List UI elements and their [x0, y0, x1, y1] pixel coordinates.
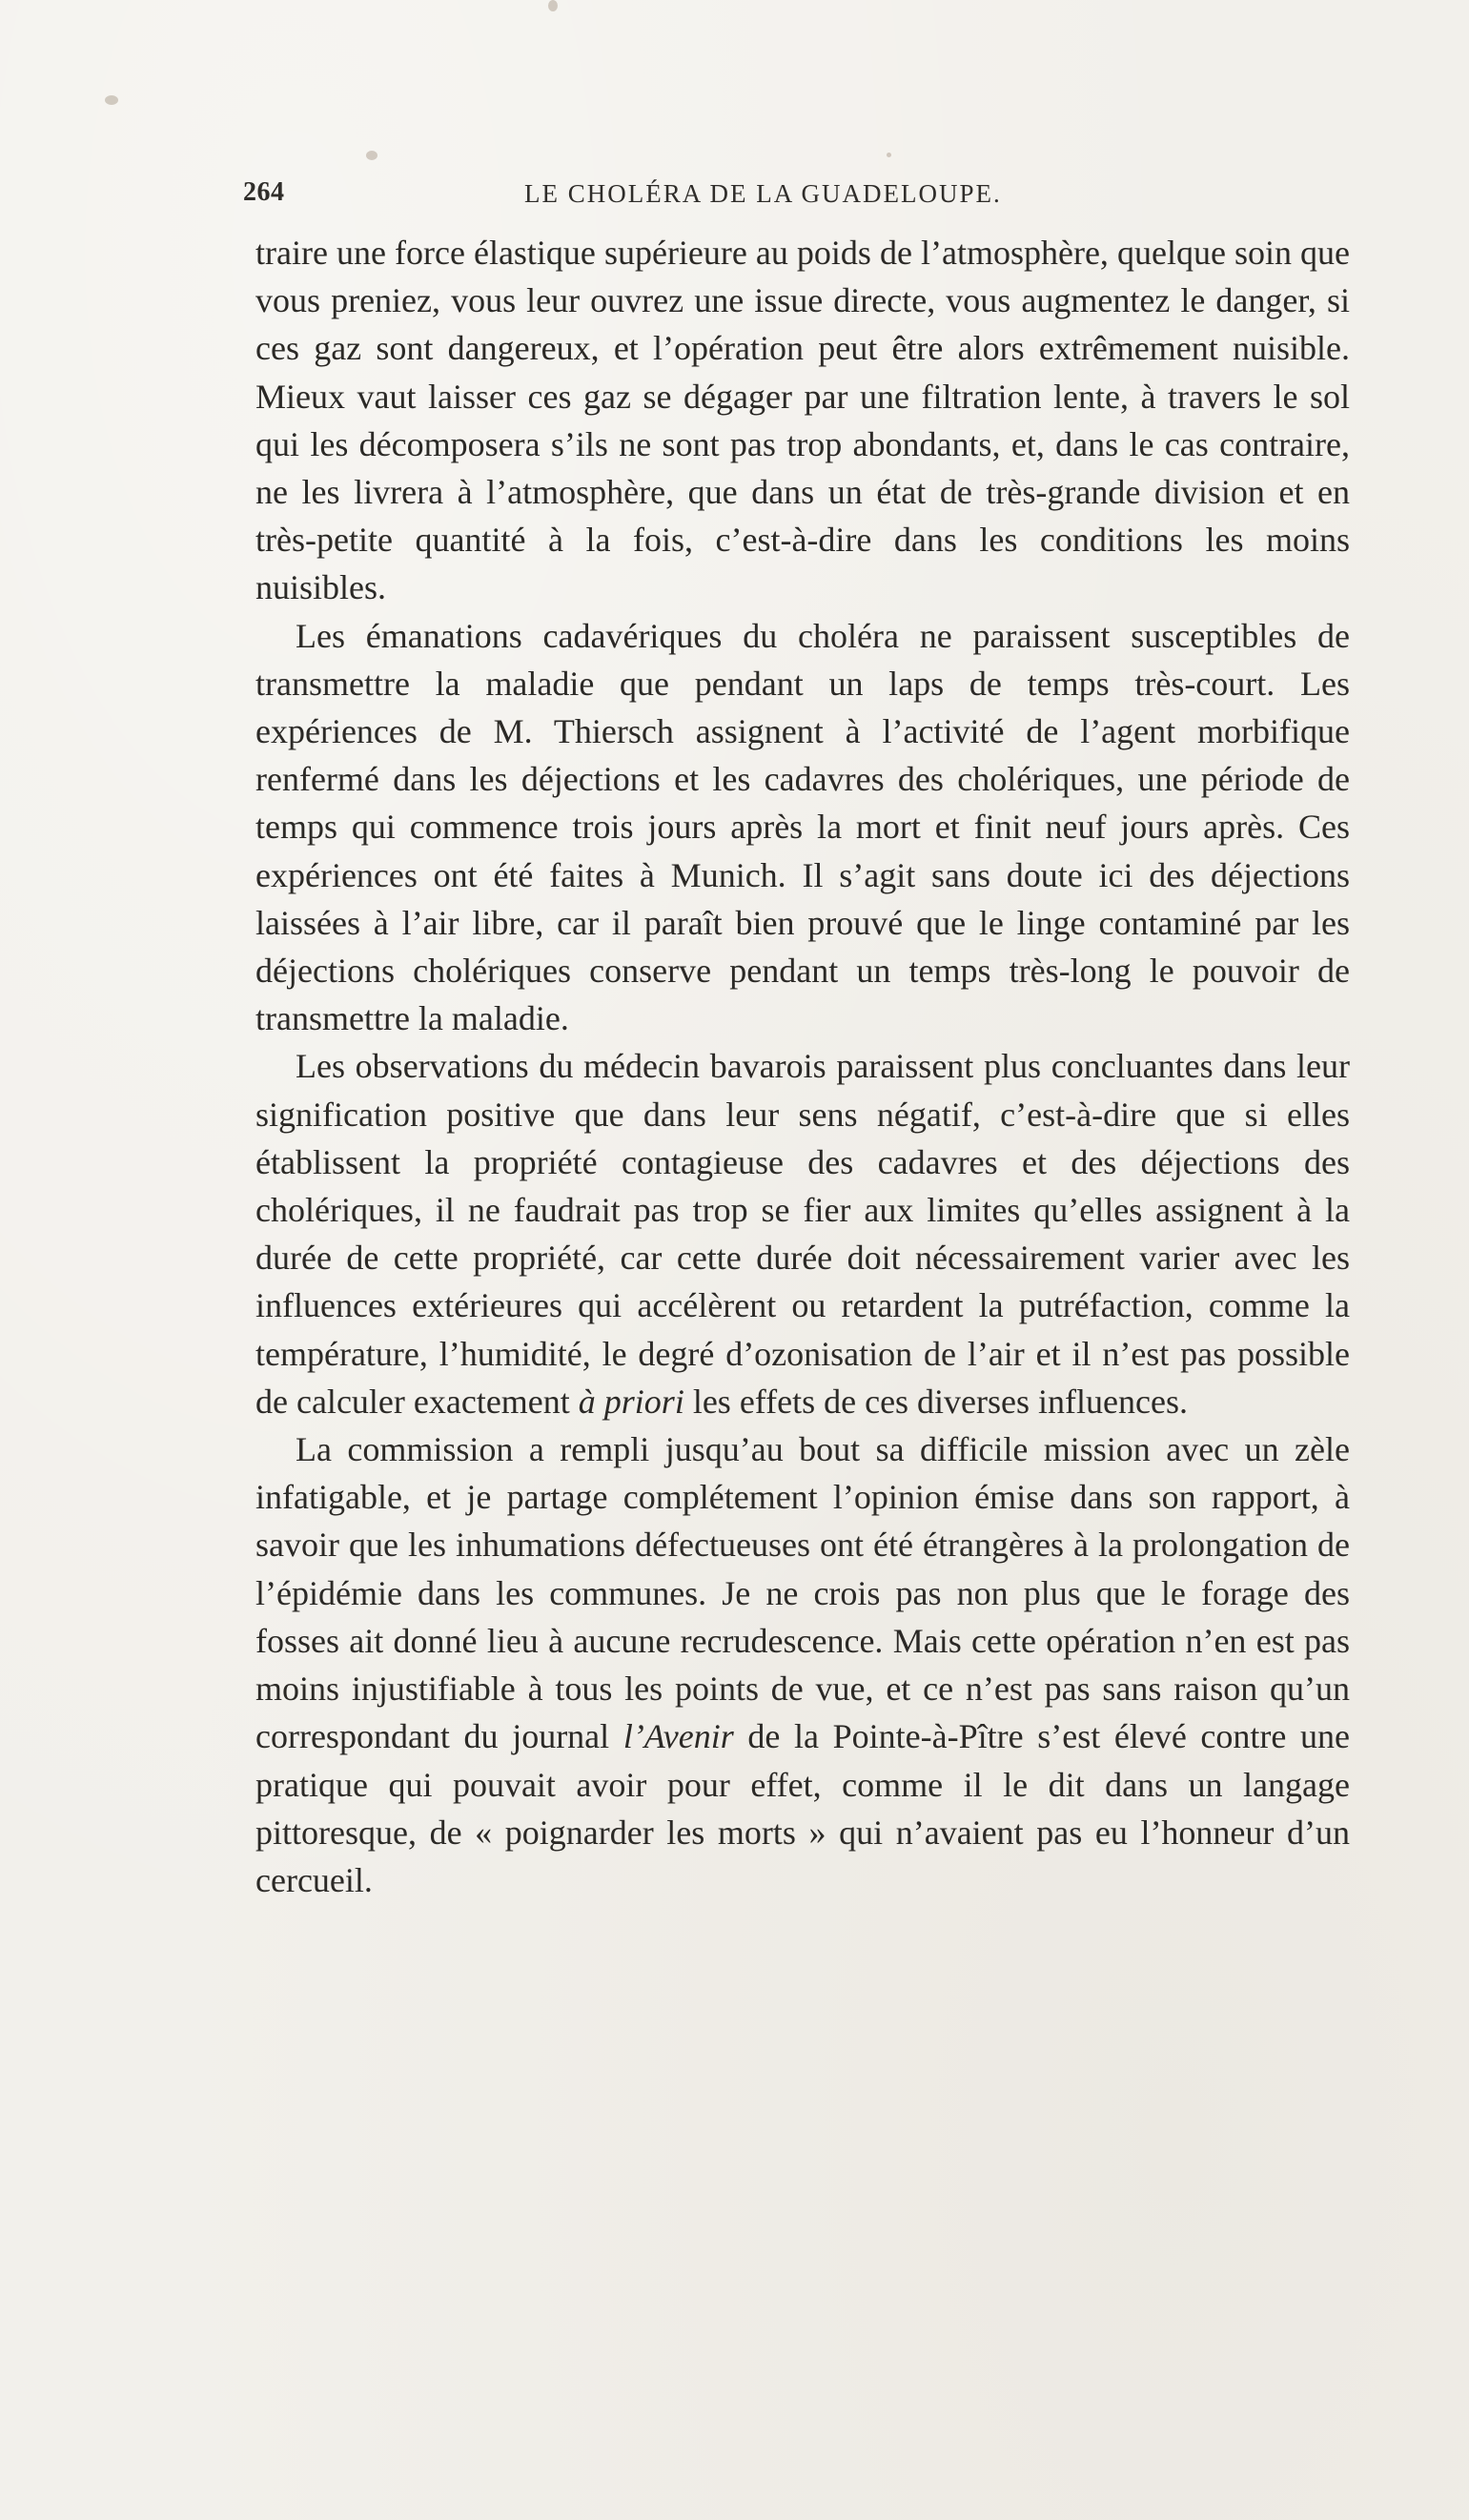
paragraph-2-text: Les émanations cadavériques du choléra ne paraissent susceptibles de transmettre la maladie que pendant un laps de temps très-court. Les expériences de M. Thiersch assignent à l’activité de l’agent morbifique renfermé dans les déjections et les cadavres des cholériques, une période de temps qui commence trois jours après la mort et finit neuf jours après. Ces expériences ont été faites à Munich. Il s’agit sans doute ici des déjections laissées à l’air libre, car il paraît bien prouvé que le linge contaminé par les déjections cholériques conserve pendant un temps très-long le pouvoir de transmettre la maladie.: [255, 616, 1350, 1038]
paragraph-4-text-before: La commission a rempli jusqu’au bout sa difficile mission avec un zèle infatigable, et je partage complétement l’opinion émise dans son rapport, à savoir que les inhumations défectueuses ont été étrangères à la prolongation de l’épidémie dans les communes. Je ne crois pas non plus que le forage des fosses ait donné lieu à aucune recrudescence. Mais cette opération n’en est pas moins injustifiable à tous les points de vue, et ce n’est pas sans raison qu’un correspondant du journal: [255, 1430, 1350, 1756]
paragraph-3: [255, 1042, 1350, 1425]
paragraph-1-text: traire une force élastique supérieure au poids de l’atmosphère, quelque soin que vous preniez, vous leur ouvrez une issue directe, vous augmentez le danger, si ces gaz sont dangereux, et l’opération peut être alors extrêmement nuisible. Mieux vaut laisser ces gaz se dégager par une filtration lente, à travers le sol qui les décomposera s’ils ne sont pas trop abondants, et, dans le cas contraire, ne les livrera à l’atmosphère, que dans un état de très-grande division et en très-petite quantité à la fois, c’est-à-dire dans les conditions les moins nuisibles.: [255, 234, 1350, 607]
page-number: 264: [243, 177, 285, 207]
paragraph-3-italic: à priori: [578, 1382, 684, 1421]
paragraph-3-text-before: Les observations du médecin bavarois paraissent plus concluantes dans leur signification positive que dans leur sens négatif, c’est-à-dire que si elles établissent la propriété contagieuse des cadavres et des déjections des cholériques, il ne faudrait pas trop se fier aux limites qu’elles assignent à la durée de cette propriété, car cette durée doit nécessairement varier avec les influences extérieures qui accélèrent ou retardent la putréfaction, comme la température, l’humidité, le degré d’ozonisation de l’air et il n’est pas possible de calculer exactement: [255, 1047, 1350, 1421]
print-speck: [887, 153, 891, 157]
paragraph-3-text-after: les effets de ces diverses influences.: [683, 1382, 1188, 1421]
print-speck: [548, 0, 558, 11]
print-speck: [105, 95, 118, 105]
running-title: LE CHOLÉRA DE LA GUADELOUPE.: [524, 179, 1002, 208]
journal-title: l’Avenir: [622, 1717, 734, 1756]
paragraph-1: [255, 229, 1350, 612]
page-header: [243, 177, 1063, 219]
paragraph-4-text-after: de la Pointe-à-Pître s’est élevé contre une pratique qui pouvait avoir pour effet, comme il le dit dans un langage pittoresque, de « poignarder les morts » qui n’avaient pas eu l’honneur d’un cercueil.: [255, 1717, 1350, 1899]
print-speck: [366, 151, 377, 160]
body-text: [255, 229, 1350, 1904]
paragraph-2: [255, 612, 1350, 1043]
paragraph-4: [255, 1425, 1350, 1904]
